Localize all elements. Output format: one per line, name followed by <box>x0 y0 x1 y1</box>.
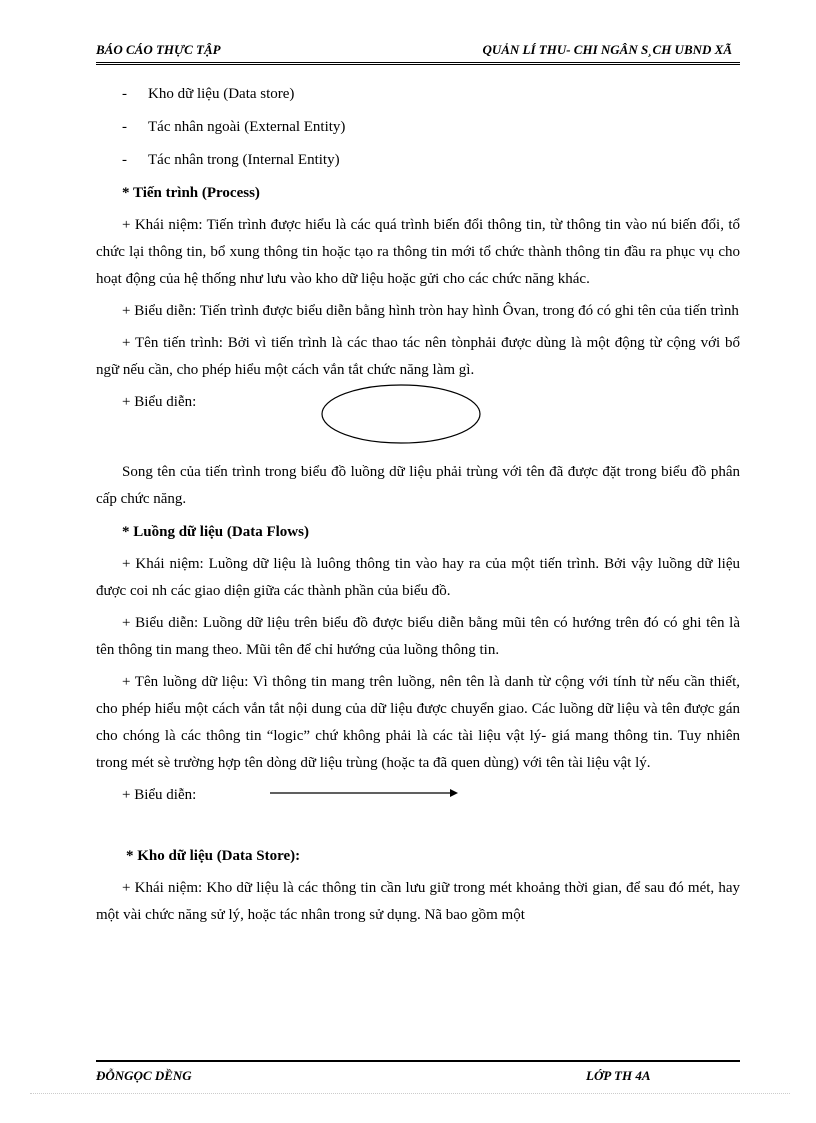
page-header <box>96 40 740 65</box>
footer-author: ĐỖNGỌC DỀNG <box>96 1068 192 1083</box>
flows-name: + Tên luồng dữ liệu: Vì thông tin mang trên luồng, nên tên là danh từ cộng với tính từ nếu cần thiết, cho phép hiểu một cách vắn tắt nội dung của dữ liệu được chuyển giao. Các luồng dữ liệu và tên được gán cho chóng là các thông tin “logic” chứ không phải là các tài liệu vật lý- giá mang thông tin. Tuy nhiên trong mét sè trường hợp tên dòng dữ liệu trùng (hoặc ta đã quen dùng) với tên tài liệu vật lý. <box>96 674 740 771</box>
process-note: Song tên của tiến trình trong biểu đồ luồng dữ liệu phải trùng với tên đã được đặt trong biểu đồ phân cấp chức năng. <box>96 464 740 507</box>
process-heading: * Tiến trình (Process) <box>122 185 260 201</box>
flows-heading: * Luồng dữ liệu (Data Flows) <box>122 524 309 540</box>
flows-figure <box>96 782 740 842</box>
store-heading: * Kho dữ liệu (Data Store): <box>126 848 301 864</box>
process-figure <box>96 389 740 453</box>
arrow-shape <box>270 786 460 800</box>
bullet-item: - Kho dữ liệu (Data store) <box>122 86 295 102</box>
oval-shape <box>320 383 484 447</box>
header-right-title: QUẢN LÍ THU- CHI NGÂN S¸CH UBND XÃ <box>482 42 732 57</box>
process-representation: + Biểu diễn: Tiến trình được biểu diễn bằng hình tròn hay hình Ôvan, trong đó có ghi tên của tiến trình <box>122 303 739 319</box>
page-content <box>96 80 740 934</box>
footer-class: LỚP TH 4A <box>586 1068 651 1083</box>
page-bottom-divider <box>30 1093 790 1094</box>
page-footer <box>96 1060 740 1083</box>
process-name: + Tên tiến trình: Bởi vì tiến trình là các thao tác nên tònphải được dùng là một động từ cộng với bổ ngữ nếu cần, cho phép hiểu một cách vắn tắt chức năng làm gì. <box>96 335 740 378</box>
bullet-item: - Tác nhân ngoài (External Entity) <box>122 119 346 135</box>
store-concept: + Khái niệm: Kho dữ liệu là các thông tin cần lưu giữ trong mét khoảng thời gian, để sau đó mét, hay một vài chức năng sử lý, hoặc tác nhân trong sử dụng. Nã bao gồm một <box>96 880 740 923</box>
flows-representation: + Biểu diễn: Luồng dữ liệu trên biểu đồ được biểu diễn bằng mũi tên có hướng trên đó có ghi tên là tên thông tin mang theo. Mũi tên để chỉ hướng của luồng thông tin. <box>96 615 740 658</box>
header-left-title: BÁO CÁO THỰC TẬP <box>96 42 221 57</box>
flows-figure-label: + Biểu diễn: <box>122 787 197 803</box>
process-concept: + Khái niệm: Tiến trình được hiểu là các quá trình biến đổi thông tin, từ thông tin vào nú biến đổi, tổ chức lại thông tin, bổ xung thông tin hoặc tạo ra thông tin mới tổ chức thành thông tin đầu ra phục vụ cho hoạt động của hệ thống như lưu vào kho dữ liệu hoặc gửi cho các chức năng khác. <box>96 217 740 287</box>
process-figure-label: + Biểu diễn: <box>122 394 197 410</box>
bullet-item: - Tác nhân trong (Internal Entity) <box>122 152 340 168</box>
flows-concept: + Khái niệm: Luồng dữ liệu là luông thông tin vào hay ra của một tiến trình. Bởi vậy luồng dữ liệu được coi nh các giao diện giữa các thành phần của biểu đồ. <box>96 556 740 599</box>
